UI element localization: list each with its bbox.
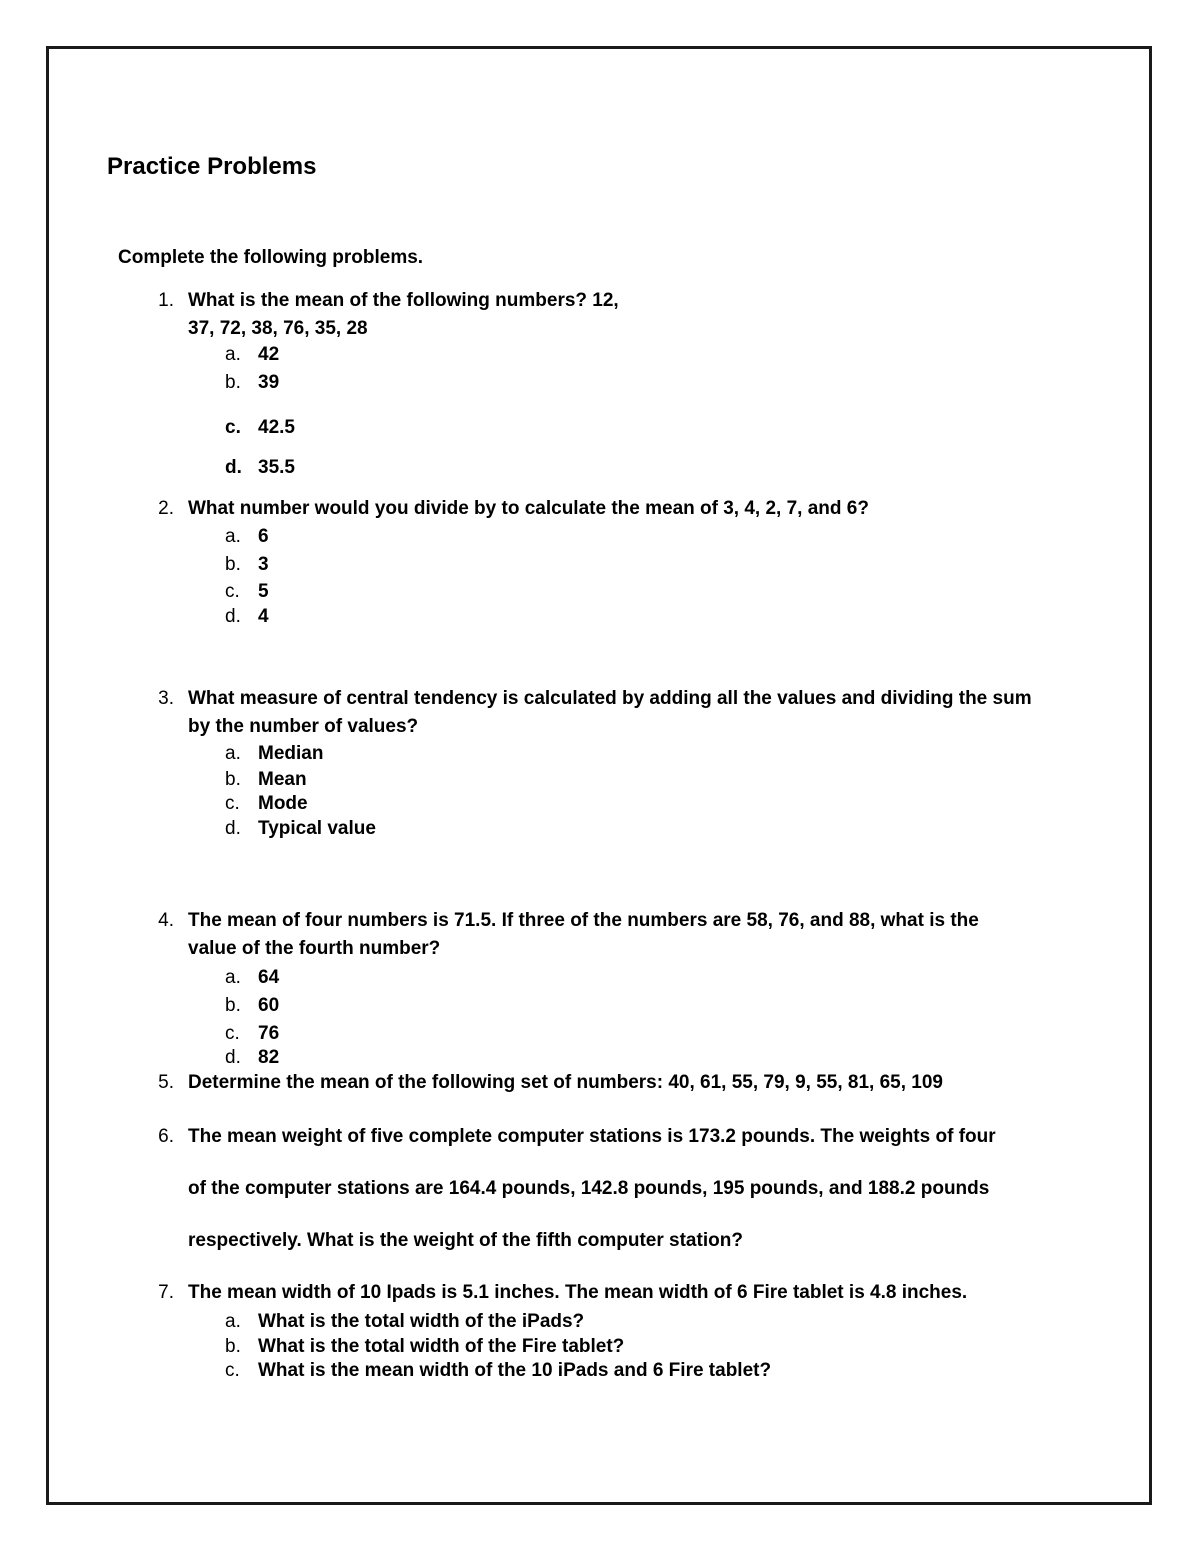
problem-7-line-1: The mean width of 10 Ipads is 5.1 inches. The mean width of 6 Fire tablet is 4.8 inches. bbox=[188, 1282, 968, 1303]
problem-6-line-3: respectively. What is the weight of the fifth computer station? bbox=[188, 1230, 743, 1251]
problem-2-option-b: 3 bbox=[258, 554, 269, 575]
problem-7-option-c-letter: c. bbox=[225, 1360, 240, 1381]
problem-6-line-2: of the computer stations are 164.4 pounds, 142.8 pounds, 195 pounds, and 188.2 pounds bbox=[188, 1178, 990, 1199]
problem-1-line-1: What is the mean of the following numbers? 12, bbox=[188, 290, 619, 311]
problem-2-number: 2. bbox=[158, 498, 174, 519]
problem-6-number: 6. bbox=[158, 1126, 174, 1147]
problem-1-option-c-letter: c. bbox=[225, 417, 241, 438]
problem-1-option-a-letter: a. bbox=[225, 344, 241, 365]
problem-1-option-b-letter: b. bbox=[225, 372, 241, 393]
problem-5-line-1: Determine the mean of the following set of numbers: 40, 61, 55, 79, 9, 55, 81, 65, 109 bbox=[188, 1072, 943, 1093]
problem-1-option-c: 42.5 bbox=[258, 417, 295, 438]
problem-3-option-b: Mean bbox=[258, 769, 307, 790]
problem-1-number: 1. bbox=[158, 290, 174, 311]
problem-4-line-2: value of the fourth number? bbox=[188, 938, 441, 959]
problem-7-option-b: What is the total width of the Fire tablet? bbox=[258, 1336, 625, 1357]
problem-4-option-a-letter: a. bbox=[225, 967, 241, 988]
problem-2-option-a-letter: a. bbox=[225, 526, 241, 547]
problem-7-number: 7. bbox=[158, 1282, 174, 1303]
problem-3-option-a: Median bbox=[258, 743, 324, 764]
problem-4-option-b: 60 bbox=[258, 995, 280, 1016]
problem-4-option-c: 76 bbox=[258, 1023, 280, 1044]
problem-2-option-b-letter: b. bbox=[225, 554, 241, 575]
problem-1-line-2: 37, 72, 38, 76, 35, 28 bbox=[188, 318, 368, 339]
problem-3-option-b-letter: b. bbox=[225, 769, 241, 790]
problem-6-line-1: The mean weight of five complete computer stations is 173.2 pounds. The weights of four bbox=[188, 1126, 996, 1147]
problem-2-option-d-letter: d. bbox=[225, 606, 241, 627]
problem-3-option-c-letter: c. bbox=[225, 793, 240, 814]
problem-2-option-c: 5 bbox=[258, 581, 269, 602]
page-title: Practice Problems bbox=[107, 153, 317, 180]
problem-7-option-a-letter: a. bbox=[225, 1311, 241, 1332]
problem-3-number: 3. bbox=[158, 688, 174, 709]
problem-4-line-1: The mean of four numbers is 71.5. If three of the numbers are 58, 76, and 88, what is the bbox=[188, 910, 979, 931]
problem-3-line-2: by the number of values? bbox=[188, 716, 419, 737]
problem-4-option-d-letter: d. bbox=[225, 1047, 241, 1068]
problem-2-option-c-letter: c. bbox=[225, 581, 240, 602]
problem-2-option-d: 4 bbox=[258, 606, 269, 627]
problem-1-option-d-letter: d. bbox=[225, 457, 242, 478]
problem-1-option-b: 39 bbox=[258, 372, 280, 393]
problem-5-number: 5. bbox=[158, 1072, 174, 1093]
problem-4-option-d: 82 bbox=[258, 1047, 280, 1068]
instructions: Complete the following problems. bbox=[118, 247, 424, 268]
problem-1-option-d: 35.5 bbox=[258, 457, 295, 478]
problem-3-option-d: Typical value bbox=[258, 818, 376, 839]
problem-4-option-c-letter: c. bbox=[225, 1023, 240, 1044]
problem-3-option-c: Mode bbox=[258, 793, 308, 814]
problem-7-option-c: What is the mean width of the 10 iPads and 6 Fire tablet? bbox=[258, 1360, 772, 1381]
problem-7-option-a: What is the total width of the iPads? bbox=[258, 1311, 585, 1332]
problem-4-option-b-letter: b. bbox=[225, 995, 241, 1016]
problem-3-option-d-letter: d. bbox=[225, 818, 241, 839]
problem-7-option-b-letter: b. bbox=[225, 1336, 241, 1357]
problem-3-option-a-letter: a. bbox=[225, 743, 241, 764]
problem-2-line-1: What number would you divide by to calculate the mean of 3, 4, 2, 7, and 6? bbox=[188, 498, 869, 519]
problem-3-line-1: What measure of central tendency is calculated by adding all the values and dividing the sum bbox=[188, 688, 1032, 709]
problem-4-number: 4. bbox=[158, 910, 174, 931]
problem-2-option-a: 6 bbox=[258, 526, 269, 547]
problem-1-option-a: 42 bbox=[258, 344, 280, 365]
problem-4-option-a: 64 bbox=[258, 967, 280, 988]
